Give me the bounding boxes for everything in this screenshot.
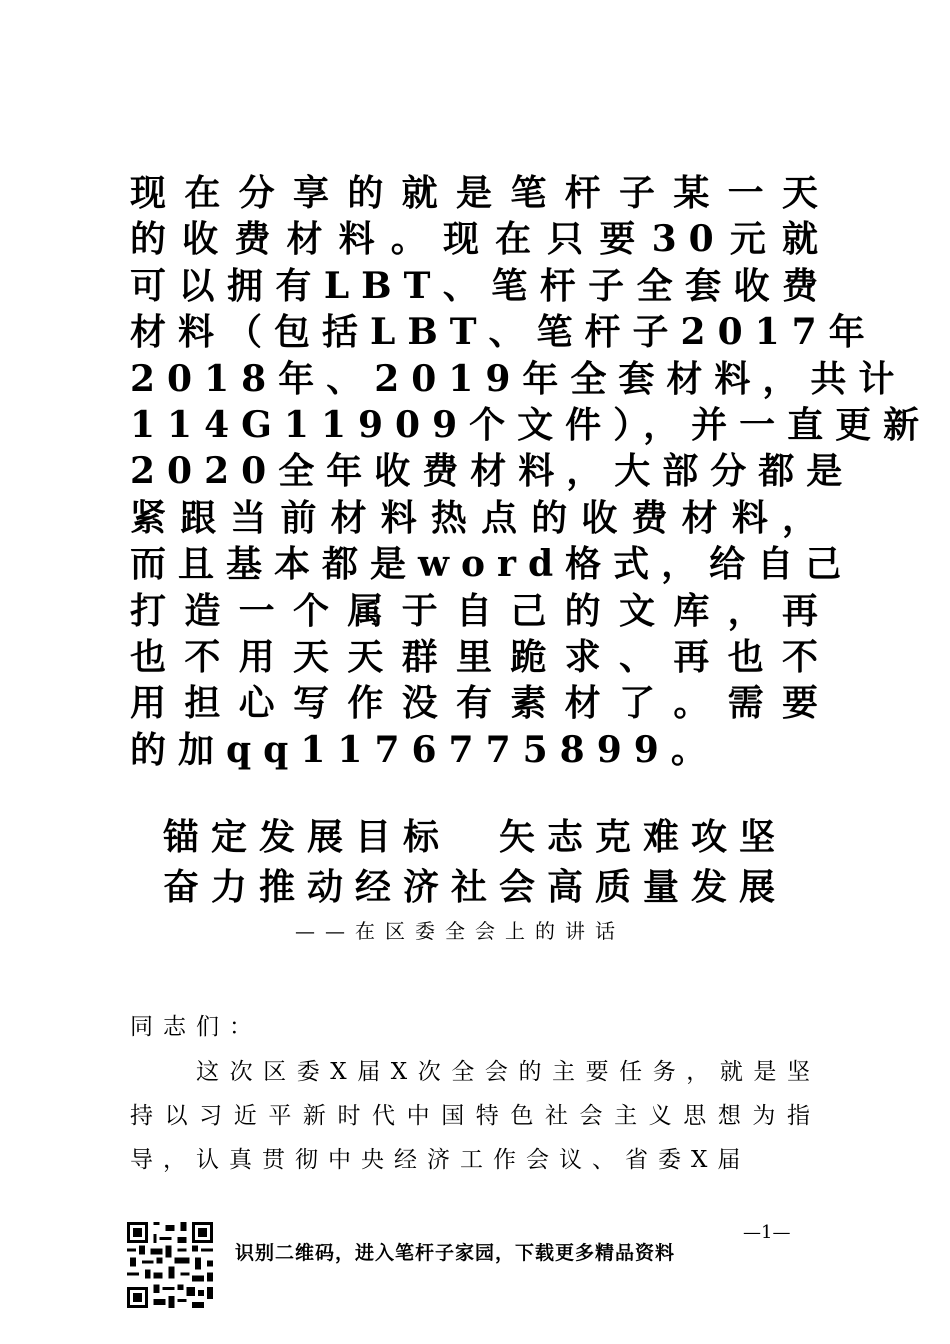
title-line-2: 奋力推动经济社会高质量发展 (162, 866, 787, 908)
promo-line: 而且基本都是word格式，给自己 (130, 543, 854, 586)
promo-text (130, 170, 932, 773)
qr-caption: 识别二维码，进入笔杆子家园，下载更多精品资料 (235, 1242, 676, 1264)
promo-line: 可以拥有LBT、笔杆子全套收费 (130, 264, 830, 307)
promo-line: 材料（包括LBT、笔杆子2017年 (130, 311, 877, 354)
greeting: 同志们： (130, 1014, 262, 1040)
promo-line: 用担心写作没有素材了。需要 (130, 682, 830, 725)
promo-line: 2020全年收费材料，大部分都是 (130, 450, 855, 493)
promo-line: 也不用天天群里跪求、再也不 (130, 635, 830, 678)
qr-code-icon (127, 1222, 213, 1308)
body-paragraph: 这次区委X届X次全会的主要任务，就是坚持以习近平新时代中国特色社会主义思想为指导，认真贯彻中央经济工作会议、省委X届 (130, 1059, 820, 1173)
promo-line: 打造一个属于自己的文库，再 (130, 589, 830, 632)
promo-line: 2018年、2019年全套材料，共计 (130, 357, 907, 400)
promo-line: 的加qq1176775899。 (130, 728, 719, 771)
page-number: —1— (743, 1222, 791, 1243)
promo-line: 的收费材料。现在只要30元就 (130, 218, 830, 261)
document-title (0, 812, 950, 912)
title-line-1: 锚定发展目标 矢志克难攻坚 (162, 816, 787, 858)
promo-line: 现在分享的就是笔杆子某一天 (130, 172, 830, 214)
document-subtitle: ——在区委全会上的讲话 (295, 919, 625, 943)
promo-line: 紧跟当前材料热点的收费材料， (130, 496, 830, 539)
promo-line: 114G11909个文件），并一直更新 (130, 403, 932, 446)
